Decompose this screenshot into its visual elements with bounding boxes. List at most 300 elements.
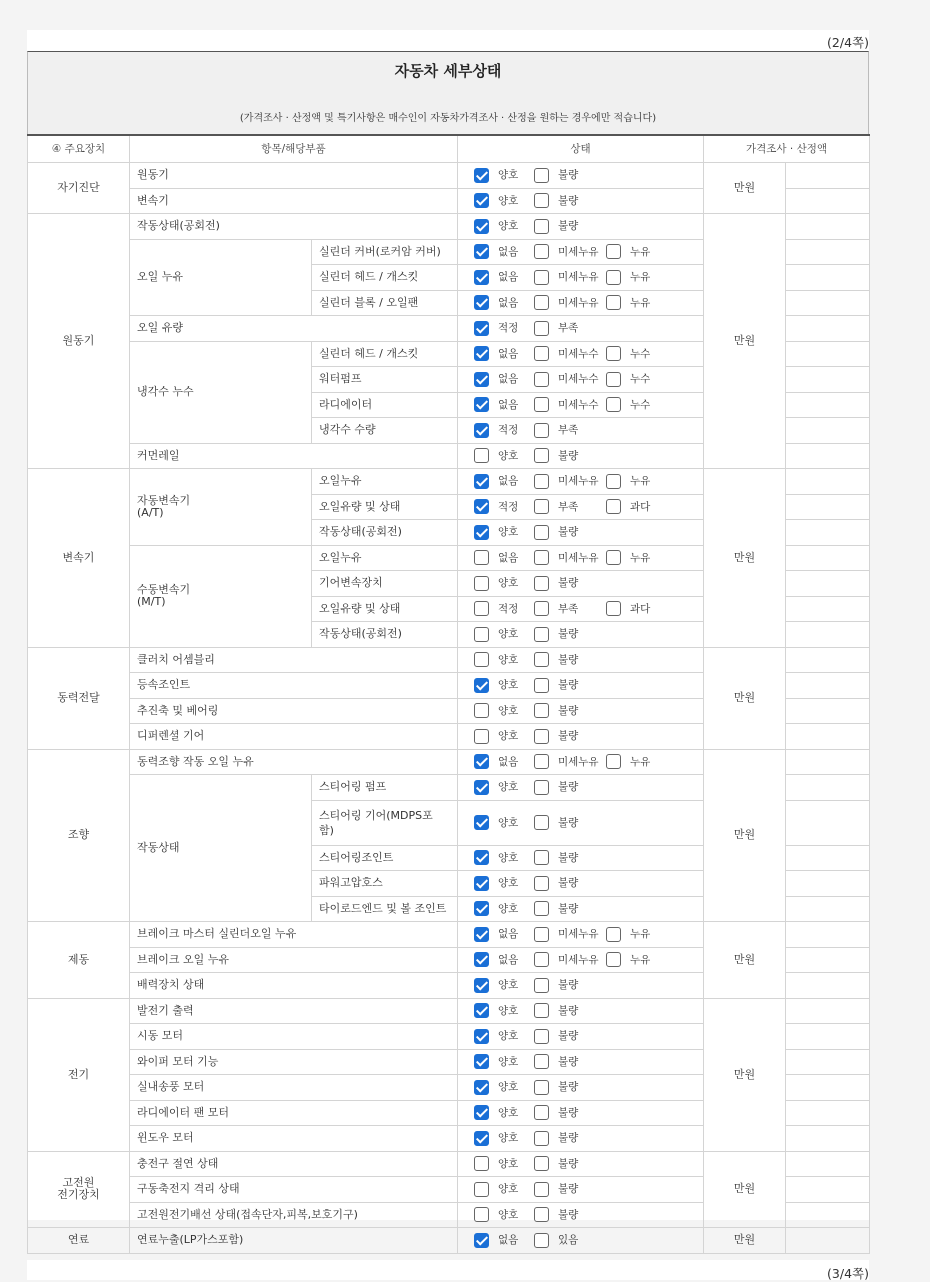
unchecked-checkbox[interactable] — [534, 927, 549, 942]
option-label: 불량 — [558, 1081, 579, 1094]
price-note-cell — [786, 571, 870, 597]
option-label: 불량 — [558, 1132, 579, 1145]
unchecked-checkbox[interactable] — [534, 952, 549, 967]
unchecked-checkbox[interactable] — [474, 1182, 489, 1197]
price-note-cell — [786, 698, 870, 724]
status-cell — [458, 469, 704, 495]
checked-checkbox[interactable] — [474, 219, 489, 234]
option-label: 미세누수 — [558, 398, 599, 411]
unchecked-checkbox[interactable] — [534, 1131, 549, 1146]
option-label: 없음 — [498, 953, 519, 966]
unchecked-checkbox[interactable] — [534, 850, 549, 865]
item-label: 배력장치 상태 — [130, 973, 458, 999]
option-label: 미세누수 — [558, 347, 599, 360]
page-subtitle: (가격조사 · 산정액 및 특기사항은 매수인이 자동차가격조사 · 산정을 원하는 경우에만 적습니다) — [239, 113, 657, 124]
option-label: 양호 — [498, 449, 519, 462]
unchecked-checkbox[interactable] — [534, 168, 549, 183]
option-label: 없음 — [498, 296, 519, 309]
price-note-cell — [786, 622, 870, 648]
price-note-cell — [786, 596, 870, 622]
checked-checkbox[interactable] — [474, 474, 489, 489]
price-note-cell — [786, 214, 870, 240]
option-label: 양호 — [498, 1183, 519, 1196]
price-note-cell — [786, 1049, 870, 1075]
option-label: 불량 — [558, 169, 579, 182]
option-label: 누유 — [630, 755, 651, 768]
price-note-cell — [786, 922, 870, 948]
status-cell — [458, 871, 704, 897]
checked-checkbox[interactable] — [474, 876, 489, 891]
checked-checkbox[interactable] — [474, 850, 489, 865]
unchecked-checkbox[interactable] — [534, 448, 549, 463]
item-subpart: 오일유량 및 상태 — [312, 494, 458, 520]
checked-checkbox[interactable] — [474, 168, 489, 183]
item-label: 등속조인트 — [130, 673, 458, 699]
price-note-cell — [786, 1202, 870, 1228]
unchecked-checkbox[interactable] — [474, 703, 489, 718]
checked-checkbox[interactable] — [474, 1131, 489, 1146]
option-label: 양호 — [498, 851, 519, 864]
option-label: 불량 — [558, 902, 579, 915]
unchecked-checkbox[interactable] — [534, 1080, 549, 1095]
option-label: 미세누유 — [558, 271, 599, 284]
page-number: (2/4쪽) — [827, 35, 869, 50]
option-label: 누유 — [630, 953, 651, 966]
table-row — [28, 647, 870, 673]
item-label: 오일 유량 — [130, 316, 458, 342]
category-steering: 조향 — [28, 749, 130, 922]
unchecked-checkbox[interactable] — [534, 754, 549, 769]
item-subpart: 파워고압호스 — [312, 871, 458, 897]
item-subpart: 작동상태(공회전) — [312, 622, 458, 648]
status-cell — [458, 443, 704, 469]
status-cell — [458, 896, 704, 922]
unchecked-checkbox[interactable] — [534, 295, 549, 310]
inspection-sheet — [27, 30, 869, 1247]
item-group: 오일 누유 — [130, 239, 312, 316]
table-row — [28, 998, 870, 1024]
item-subpart: 스티어링 펌프 — [312, 775, 458, 801]
option-label: 불량 — [558, 220, 579, 233]
option-label: 과다 — [630, 602, 651, 615]
item-group: 수동변속기 (M/T) — [130, 545, 312, 647]
status-cell — [458, 290, 704, 316]
unchecked-checkbox[interactable] — [534, 423, 549, 438]
unchecked-checkbox[interactable] — [534, 1233, 549, 1248]
price-unit: 만원 — [704, 1151, 786, 1228]
unchecked-checkbox[interactable] — [606, 474, 621, 489]
status-cell — [458, 316, 704, 342]
unchecked-checkbox[interactable] — [606, 372, 621, 387]
option-label: 부족 — [558, 500, 579, 513]
unchecked-checkbox[interactable] — [534, 1003, 549, 1018]
header-status: 상태 — [458, 135, 704, 163]
item-label: 브레이크 오일 누유 — [130, 947, 458, 973]
status-cell — [458, 545, 704, 571]
table-row — [28, 214, 870, 240]
status-cell — [458, 571, 704, 597]
option-label: 미세누유 — [558, 928, 599, 941]
category-engine: 원동기 — [28, 214, 130, 469]
option-label: 누유 — [630, 296, 651, 309]
price-note-cell — [786, 647, 870, 673]
unchecked-checkbox[interactable] — [606, 270, 621, 285]
price-unit: 만원 — [704, 1228, 786, 1254]
checked-checkbox[interactable] — [474, 1029, 489, 1044]
option-label: 없음 — [498, 928, 519, 941]
checked-checkbox[interactable] — [474, 423, 489, 438]
option-label: 누유 — [630, 271, 651, 284]
title-box — [27, 51, 869, 135]
checked-checkbox[interactable] — [474, 978, 489, 993]
price-note-cell — [786, 947, 870, 973]
checked-checkbox[interactable] — [474, 952, 489, 967]
item-group: 작동상태 — [130, 775, 312, 922]
option-label: 없음 — [498, 373, 519, 386]
item-subpart: 라디에이터 — [312, 392, 458, 418]
item-label: 고전원전기배선 상태(접속단자,피복,보호기구) — [130, 1202, 458, 1228]
table-row — [28, 469, 870, 495]
page-title: 자동차 세부상태 — [394, 62, 502, 80]
table-row — [28, 1228, 870, 1254]
option-label: 없음 — [498, 398, 519, 411]
item-label: 원동기 — [130, 163, 458, 189]
option-label: 없음 — [498, 271, 519, 284]
checked-checkbox[interactable] — [474, 1054, 489, 1069]
unchecked-checkbox[interactable] — [606, 601, 621, 616]
item-label: 변속기 — [130, 188, 458, 214]
item-label: 작동상태(공회전) — [130, 214, 458, 240]
unchecked-checkbox[interactable] — [474, 1207, 489, 1222]
unchecked-checkbox[interactable] — [534, 219, 549, 234]
page-number-next: (3/4쪽) — [827, 1266, 869, 1281]
item-label: 윈도우 모터 — [130, 1126, 458, 1152]
price-note-cell — [786, 673, 870, 699]
option-label: 미세누수 — [558, 373, 599, 386]
item-subpart: 실린더 헤드 / 개스킷 — [312, 265, 458, 291]
unchecked-checkbox[interactable] — [534, 1029, 549, 1044]
option-label: 양호 — [498, 194, 519, 207]
unchecked-checkbox[interactable] — [606, 952, 621, 967]
price-note-cell — [786, 392, 870, 418]
status-cell — [458, 392, 704, 418]
item-subpart: 실린더 헤드 / 개스킷 — [312, 341, 458, 367]
option-label: 없음 — [498, 347, 519, 360]
option-label: 양호 — [498, 979, 519, 992]
checked-checkbox[interactable] — [474, 372, 489, 387]
unchecked-checkbox[interactable] — [534, 397, 549, 412]
unchecked-checkbox[interactable] — [534, 978, 549, 993]
status-cell — [458, 622, 704, 648]
status-cell — [458, 998, 704, 1024]
unchecked-checkbox[interactable] — [474, 652, 489, 667]
option-label: 양호 — [498, 1081, 519, 1094]
item-label: 브레이크 마스터 실린더오일 누유 — [130, 922, 458, 948]
price-note-cell — [786, 239, 870, 265]
status-cell — [458, 845, 704, 871]
status-cell — [458, 418, 704, 444]
unchecked-checkbox[interactable] — [534, 627, 549, 642]
price-note-cell — [786, 749, 870, 775]
price-note-cell — [786, 1228, 870, 1254]
option-label: 없음 — [498, 475, 519, 488]
option-label: 없음 — [498, 1234, 519, 1247]
unchecked-checkbox[interactable] — [534, 346, 549, 361]
unchecked-checkbox[interactable] — [534, 1156, 549, 1171]
unchecked-checkbox[interactable] — [606, 499, 621, 514]
price-note-cell — [786, 1024, 870, 1050]
unchecked-checkbox[interactable] — [606, 244, 621, 259]
option-label: 불량 — [558, 781, 579, 794]
status-cell — [458, 494, 704, 520]
item-label: 충전구 절연 상태 — [130, 1151, 458, 1177]
option-label: 불량 — [558, 979, 579, 992]
checked-checkbox[interactable] — [474, 1003, 489, 1018]
unchecked-checkbox[interactable] — [534, 815, 549, 830]
unchecked-checkbox[interactable] — [606, 346, 621, 361]
option-label: 부족 — [558, 424, 579, 437]
option-label: 적정 — [498, 322, 519, 335]
price-note-cell — [786, 520, 870, 546]
checked-checkbox[interactable] — [474, 193, 489, 208]
status-cell — [458, 749, 704, 775]
table-row — [28, 163, 870, 189]
option-label: 불량 — [558, 1106, 579, 1119]
unchecked-checkbox[interactable] — [606, 754, 621, 769]
option-label: 양호 — [498, 526, 519, 539]
price-note-cell — [786, 775, 870, 801]
price-note-cell — [786, 163, 870, 189]
item-subpart: 실린더 커버(로커암 커버) — [312, 239, 458, 265]
item-label: 시동 모터 — [130, 1024, 458, 1050]
option-label: 양호 — [498, 730, 519, 743]
option-label: 양호 — [498, 1157, 519, 1170]
checked-checkbox[interactable] — [474, 499, 489, 514]
checked-checkbox[interactable] — [474, 678, 489, 693]
unchecked-checkbox[interactable] — [474, 576, 489, 591]
option-label: 양호 — [498, 1106, 519, 1119]
checked-checkbox[interactable] — [474, 1233, 489, 1248]
option-label: 누수 — [630, 373, 651, 386]
checked-checkbox[interactable] — [474, 1080, 489, 1095]
item-subpart: 스티어링 기어(MDPS포함) — [312, 800, 458, 845]
unchecked-checkbox[interactable] — [606, 295, 621, 310]
unchecked-checkbox[interactable] — [534, 729, 549, 744]
item-label: 와이퍼 모터 기능 — [130, 1049, 458, 1075]
unchecked-checkbox[interactable] — [534, 372, 549, 387]
category-power: 동력전달 — [28, 647, 130, 749]
unchecked-checkbox[interactable] — [534, 1182, 549, 1197]
price-note-cell — [786, 367, 870, 393]
price-unit: 만원 — [704, 998, 786, 1151]
status-cell — [458, 341, 704, 367]
price-note-cell — [786, 845, 870, 871]
header-price: 가격조사 · 산정액 — [704, 135, 870, 163]
unchecked-checkbox[interactable] — [534, 499, 549, 514]
option-label: 없음 — [498, 755, 519, 768]
unchecked-checkbox[interactable] — [474, 729, 489, 744]
checked-checkbox[interactable] — [474, 525, 489, 540]
item-subpart: 오일유량 및 상태 — [312, 596, 458, 622]
unchecked-checkbox[interactable] — [534, 270, 549, 285]
checked-checkbox[interactable] — [474, 321, 489, 336]
status-cell — [458, 1024, 704, 1050]
unchecked-checkbox[interactable] — [474, 601, 489, 616]
option-label: 불량 — [558, 1030, 579, 1043]
item-subpart: 스티어링조인트 — [312, 845, 458, 871]
price-note-cell — [786, 469, 870, 495]
price-note-cell — [786, 494, 870, 520]
unchecked-checkbox[interactable] — [474, 550, 489, 565]
checked-checkbox[interactable] — [474, 815, 489, 830]
item-label: 커먼레일 — [130, 443, 458, 469]
item-subpart: 실린더 블록 / 오일팬 — [312, 290, 458, 316]
table-header-row — [28, 135, 870, 163]
option-label: 미세누유 — [558, 245, 599, 258]
option-label: 불량 — [558, 577, 579, 590]
option-label: 미세누유 — [558, 296, 599, 309]
unchecked-checkbox[interactable] — [534, 550, 549, 565]
price-note-cell — [786, 1151, 870, 1177]
status-cell — [458, 1126, 704, 1152]
option-label: 불량 — [558, 194, 579, 207]
price-note-cell — [786, 443, 870, 469]
price-note-cell — [786, 341, 870, 367]
unchecked-checkbox[interactable] — [534, 193, 549, 208]
status-cell — [458, 973, 704, 999]
price-note-cell — [786, 188, 870, 214]
price-note-cell — [786, 1177, 870, 1203]
price-note-cell — [786, 998, 870, 1024]
category-fuel: 연료 — [28, 1228, 130, 1254]
option-label: 부족 — [558, 322, 579, 335]
option-label: 양호 — [498, 781, 519, 794]
checked-checkbox[interactable] — [474, 927, 489, 942]
checked-checkbox[interactable] — [474, 270, 489, 285]
status-cell — [458, 1177, 704, 1203]
unchecked-checkbox[interactable] — [534, 901, 549, 916]
status-cell — [458, 775, 704, 801]
status-cell — [458, 647, 704, 673]
option-label: 양호 — [498, 1030, 519, 1043]
item-label: 라디에이터 팬 모터 — [130, 1100, 458, 1126]
unchecked-checkbox[interactable] — [534, 1207, 549, 1222]
unchecked-checkbox[interactable] — [534, 780, 549, 795]
unchecked-checkbox[interactable] — [534, 601, 549, 616]
option-label: 누수 — [630, 347, 651, 360]
category-brake: 제동 — [28, 922, 130, 999]
status-cell — [458, 800, 704, 845]
option-label: 과다 — [630, 500, 651, 513]
unchecked-checkbox[interactable] — [534, 576, 549, 591]
item-label: 연료누출(LP가스포함) — [130, 1228, 458, 1254]
option-label: 불량 — [558, 816, 579, 829]
option-label: 미세누유 — [558, 475, 599, 488]
price-note-cell — [786, 973, 870, 999]
option-label: 불량 — [558, 653, 579, 666]
unchecked-checkbox[interactable] — [474, 627, 489, 642]
checked-checkbox[interactable] — [474, 1105, 489, 1120]
item-label: 클러치 어셈블리 — [130, 647, 458, 673]
unchecked-checkbox[interactable] — [534, 652, 549, 667]
status-cell — [458, 367, 704, 393]
unchecked-checkbox[interactable] — [534, 1105, 549, 1120]
unchecked-checkbox[interactable] — [606, 927, 621, 942]
price-note-cell — [786, 316, 870, 342]
status-cell — [458, 520, 704, 546]
option-label: 불량 — [558, 526, 579, 539]
option-label: 양호 — [498, 1132, 519, 1145]
price-note-cell — [786, 724, 870, 750]
option-label: 미세누유 — [558, 953, 599, 966]
unchecked-checkbox[interactable] — [606, 397, 621, 412]
header-item: 항목/해당부품 — [130, 135, 458, 163]
item-label: 동력조향 작동 오일 누유 — [130, 749, 458, 775]
unchecked-checkbox[interactable] — [474, 448, 489, 463]
unchecked-checkbox[interactable] — [534, 1054, 549, 1069]
checked-checkbox[interactable] — [474, 244, 489, 259]
item-label: 추진축 및 베어링 — [130, 698, 458, 724]
unchecked-checkbox[interactable] — [534, 321, 549, 336]
unchecked-checkbox[interactable] — [534, 876, 549, 891]
table-row — [28, 749, 870, 775]
price-unit: 만원 — [704, 469, 786, 648]
detail-status-table — [27, 134, 870, 1254]
unchecked-checkbox[interactable] — [606, 550, 621, 565]
unchecked-checkbox[interactable] — [534, 244, 549, 259]
item-label: 발전기 출력 — [130, 998, 458, 1024]
status-cell — [458, 188, 704, 214]
price-unit: 만원 — [704, 749, 786, 922]
item-label: 실내송풍 모터 — [130, 1075, 458, 1101]
option-label: 불량 — [558, 730, 579, 743]
status-cell — [458, 1100, 704, 1126]
price-note-cell — [786, 1126, 870, 1152]
unchecked-checkbox[interactable] — [534, 525, 549, 540]
checked-checkbox[interactable] — [474, 780, 489, 795]
price-note-cell — [786, 418, 870, 444]
item-subpart: 냉각수 수량 — [312, 418, 458, 444]
unchecked-checkbox[interactable] — [474, 1156, 489, 1171]
option-label: 불량 — [558, 449, 579, 462]
status-cell — [458, 673, 704, 699]
category-self_diag: 자기진단 — [28, 163, 130, 214]
unchecked-checkbox[interactable] — [534, 474, 549, 489]
table-row — [28, 1151, 870, 1177]
status-cell — [458, 1202, 704, 1228]
item-subpart: 타이로드엔드 및 볼 조인트 — [312, 896, 458, 922]
option-label: 양호 — [498, 1208, 519, 1221]
option-label: 적정 — [498, 602, 519, 615]
option-label: 양호 — [498, 816, 519, 829]
price-note-cell — [786, 896, 870, 922]
option-label: 적정 — [498, 500, 519, 513]
status-cell — [458, 265, 704, 291]
unchecked-checkbox[interactable] — [534, 703, 549, 718]
option-label: 누유 — [630, 928, 651, 941]
unchecked-checkbox[interactable] — [534, 678, 549, 693]
checked-checkbox[interactable] — [474, 754, 489, 769]
item-subpart: 오일누유 — [312, 469, 458, 495]
price-unit: 만원 — [704, 922, 786, 999]
option-label: 없음 — [498, 245, 519, 258]
checked-checkbox[interactable] — [474, 397, 489, 412]
checked-checkbox[interactable] — [474, 901, 489, 916]
checked-checkbox[interactable] — [474, 346, 489, 361]
option-label: 누수 — [630, 398, 651, 411]
price-note-cell — [786, 265, 870, 291]
checked-checkbox[interactable] — [474, 295, 489, 310]
